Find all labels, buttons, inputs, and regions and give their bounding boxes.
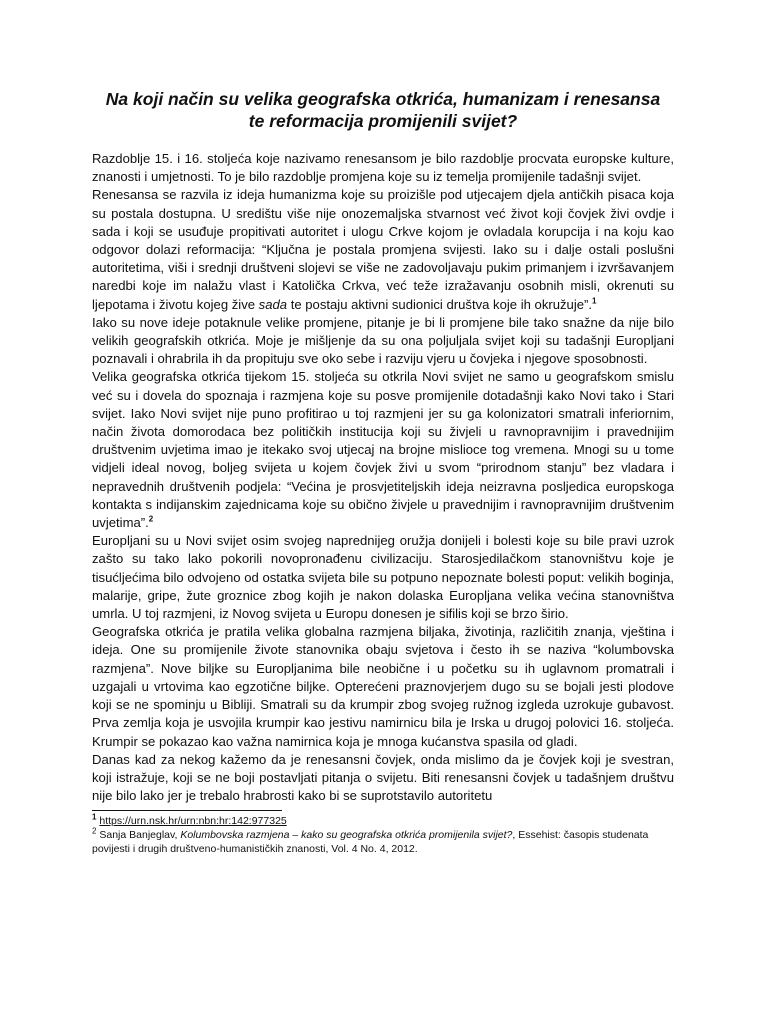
footnotes xyxy=(92,810,674,856)
footnote-2-title: Kolumbovska razmjena – kako su geografska otkrića promijenila svijet? xyxy=(180,829,513,842)
footnote-ref-2[interactable]: 2 xyxy=(148,514,154,524)
footnote-divider xyxy=(92,810,282,811)
paragraph-7: Danas kad za nekog kažemo da je renesansni čovjek, onda mislimo da je čovjek koji je svestran, koji istražuje, koji se ne boji postavljati pitanja o svijetu. Biti renesansni čovjek u tadašnjem društvu nije bilo lako jer je trebalo hrabrosti kako bi se suprotstavilo autoritetu xyxy=(92,751,674,804)
paragraph-2-text-a: Renesansa se razvila iz ideja humanizma koje su proizišle pod utjecajem djela antičkih pisaca koja su postala dostupna. U središtu više nije onozemaljska stvarnost već život koji čovjek živi ovdje i sada i koji se usuđuje propitivati autoritet i ulogu Crkve kojom je ovladala korupcija i na koju kao odgovor dolazi reformacija: “Ključna je postala promjena svijesti. Iako su i dalje ostali poslušni autoritetima, viši i srednji društveni slojevi se više ne zadovoljavaju pukim primanjem i izvršavanjem naredbi koje im nalažu vlast i Katolička Crkva, već teže izražavanju osobnih misli, okrenuti su ljepotama i životu kojeg žive xyxy=(92,187,674,312)
paragraph-2-emphasis: sada xyxy=(258,296,288,312)
paragraph-5: Europljani su u Novi svijet osim svojeg naprednijeg oružja donijeli i bolesti koje su bile pravi uzrok zašto su tako lako pokorili novopronađenu civilizaciju. Starosjedilačkom stanovništvu koje je tisućljećima bilo odvojeno od ostatka svijeta bile su potpuno nepoznate bolesti poput: velikih boginja, malarije, gripe, žute groznice zbog kojih je nakon dolaska Europljana velika većina stanovništva umrla. U toj razmjeni, iz Novog svijeta u Europu donesen je sifilis koji se brzo širio. xyxy=(92,533,674,622)
paragraph-3: Iako su nove ideje potaknule velike promjene, pitanje je bi li promjene bile tako snažne da nije bilo velikih geografskih otkrića. Moje je mišljenje da su ona poljuljala svijet koji su tadašnji Europljani poznavali i ohrabrila ih da propituju sve oko sebe i razviju vjeru u čovjeka i njegove sposobnosti. xyxy=(92,314,674,367)
paragraph-6: Geografska otkrića je pratila velika globalna razmjena biljaka, životinja, različitih znanja, vještina i ideja. One su promijenile živote stanovnika obaju svjetova i često ih se naziva “kolumbovska razmjena”. Nove biljke su Europljanima bile neobične i u početku su ih uglavnom promatrali i uzgajali u vrtovima kao egzotične biljke. Opterećeni praznovjerjem dugo su se bojali jesti plodove koji se ne spominju u Bibliji. Smatrali su da krumpir zbog svojeg ružnog izgleda uzrokuje gubavost. Prva zemlja koja je usvojila krumpir kao jestivu namirnicu bila je Irska u drugoj polovici 16. stoljeća. Krumpir se pokazao kao važna namirnica koja je mnoga kućanstva spasila od gladi. xyxy=(92,624,674,749)
paragraph-2 xyxy=(92,186,674,313)
paragraph-4-text: Velika geografska otkrića tijekom 15. stoljeća su otkrila Novi svijet ne samo u geografskom smislu već su i dovela do spoznaja i razmjena koje su posve promijenile dotadašnji kako Novi tako i Stari svijet. Iako Novi svijet nije puno profitirao u toj razmjeni jer su ga kolonizatori smatrali inferiornim, način života domorodaca bez političkih institucija koji su živjeli u ravnopravnijim i pravednijim društvenim uvjetima imao je itekako svoj utjecaj na brojne mislioce tog vremena. Mnogi su u tome vidjeli ideal novog, boljeg svijeta u kojem čovjek živi u svom “prirodnom stanju” bez vladara i nepravednih društvenih podjela: “Većina je prosvjetiteljskih ideja neizravna posljedica europskoga kontakta s indijanskim zajednicama koje su obično živjele u pravednijim i ravnopravnijim društvenim uvjetima”. xyxy=(92,369,674,531)
footnote-ref-1[interactable]: 1 xyxy=(592,296,597,306)
footnote-2-mark: 2 xyxy=(92,826,97,836)
footnote-1-mark: 1 xyxy=(92,812,97,822)
paragraph-2-text-b: te postaju aktivni sudionici društva koje ih okružuje”. xyxy=(290,296,593,312)
document-title xyxy=(92,88,674,132)
paragraph-1: Razdoblje 15. i 16. stoljeća koje nazivamo renesansom je bilo razdoblje procvata europske kulture, znanosti i umjetnosti. To je bilo razdoblje promjena koje su iz temelja promijenile tadašnji svijet. xyxy=(92,151,674,185)
paragraph-4 xyxy=(92,368,674,532)
footnote-2-author: Sanja Banjeglav, xyxy=(99,829,178,842)
footnote-2 xyxy=(92,828,674,856)
footnote-1-link[interactable]: https://urn.nsk.hr/urn:nbn:hr:142:977325 xyxy=(99,815,287,828)
footnote-1 xyxy=(92,814,674,828)
title-line-1: Na koji način su velika geografska otkrića, humanizam i renesansa xyxy=(105,89,661,109)
footnote-2-details: , Essehist: časopis studenata povijesti i drugih društveno-humanističkih znanosti, Vol. 4 No. 4, 2012. xyxy=(92,829,649,856)
title-line-2: te reformacija promijenili svijet? xyxy=(248,111,518,131)
document-page xyxy=(92,88,674,856)
